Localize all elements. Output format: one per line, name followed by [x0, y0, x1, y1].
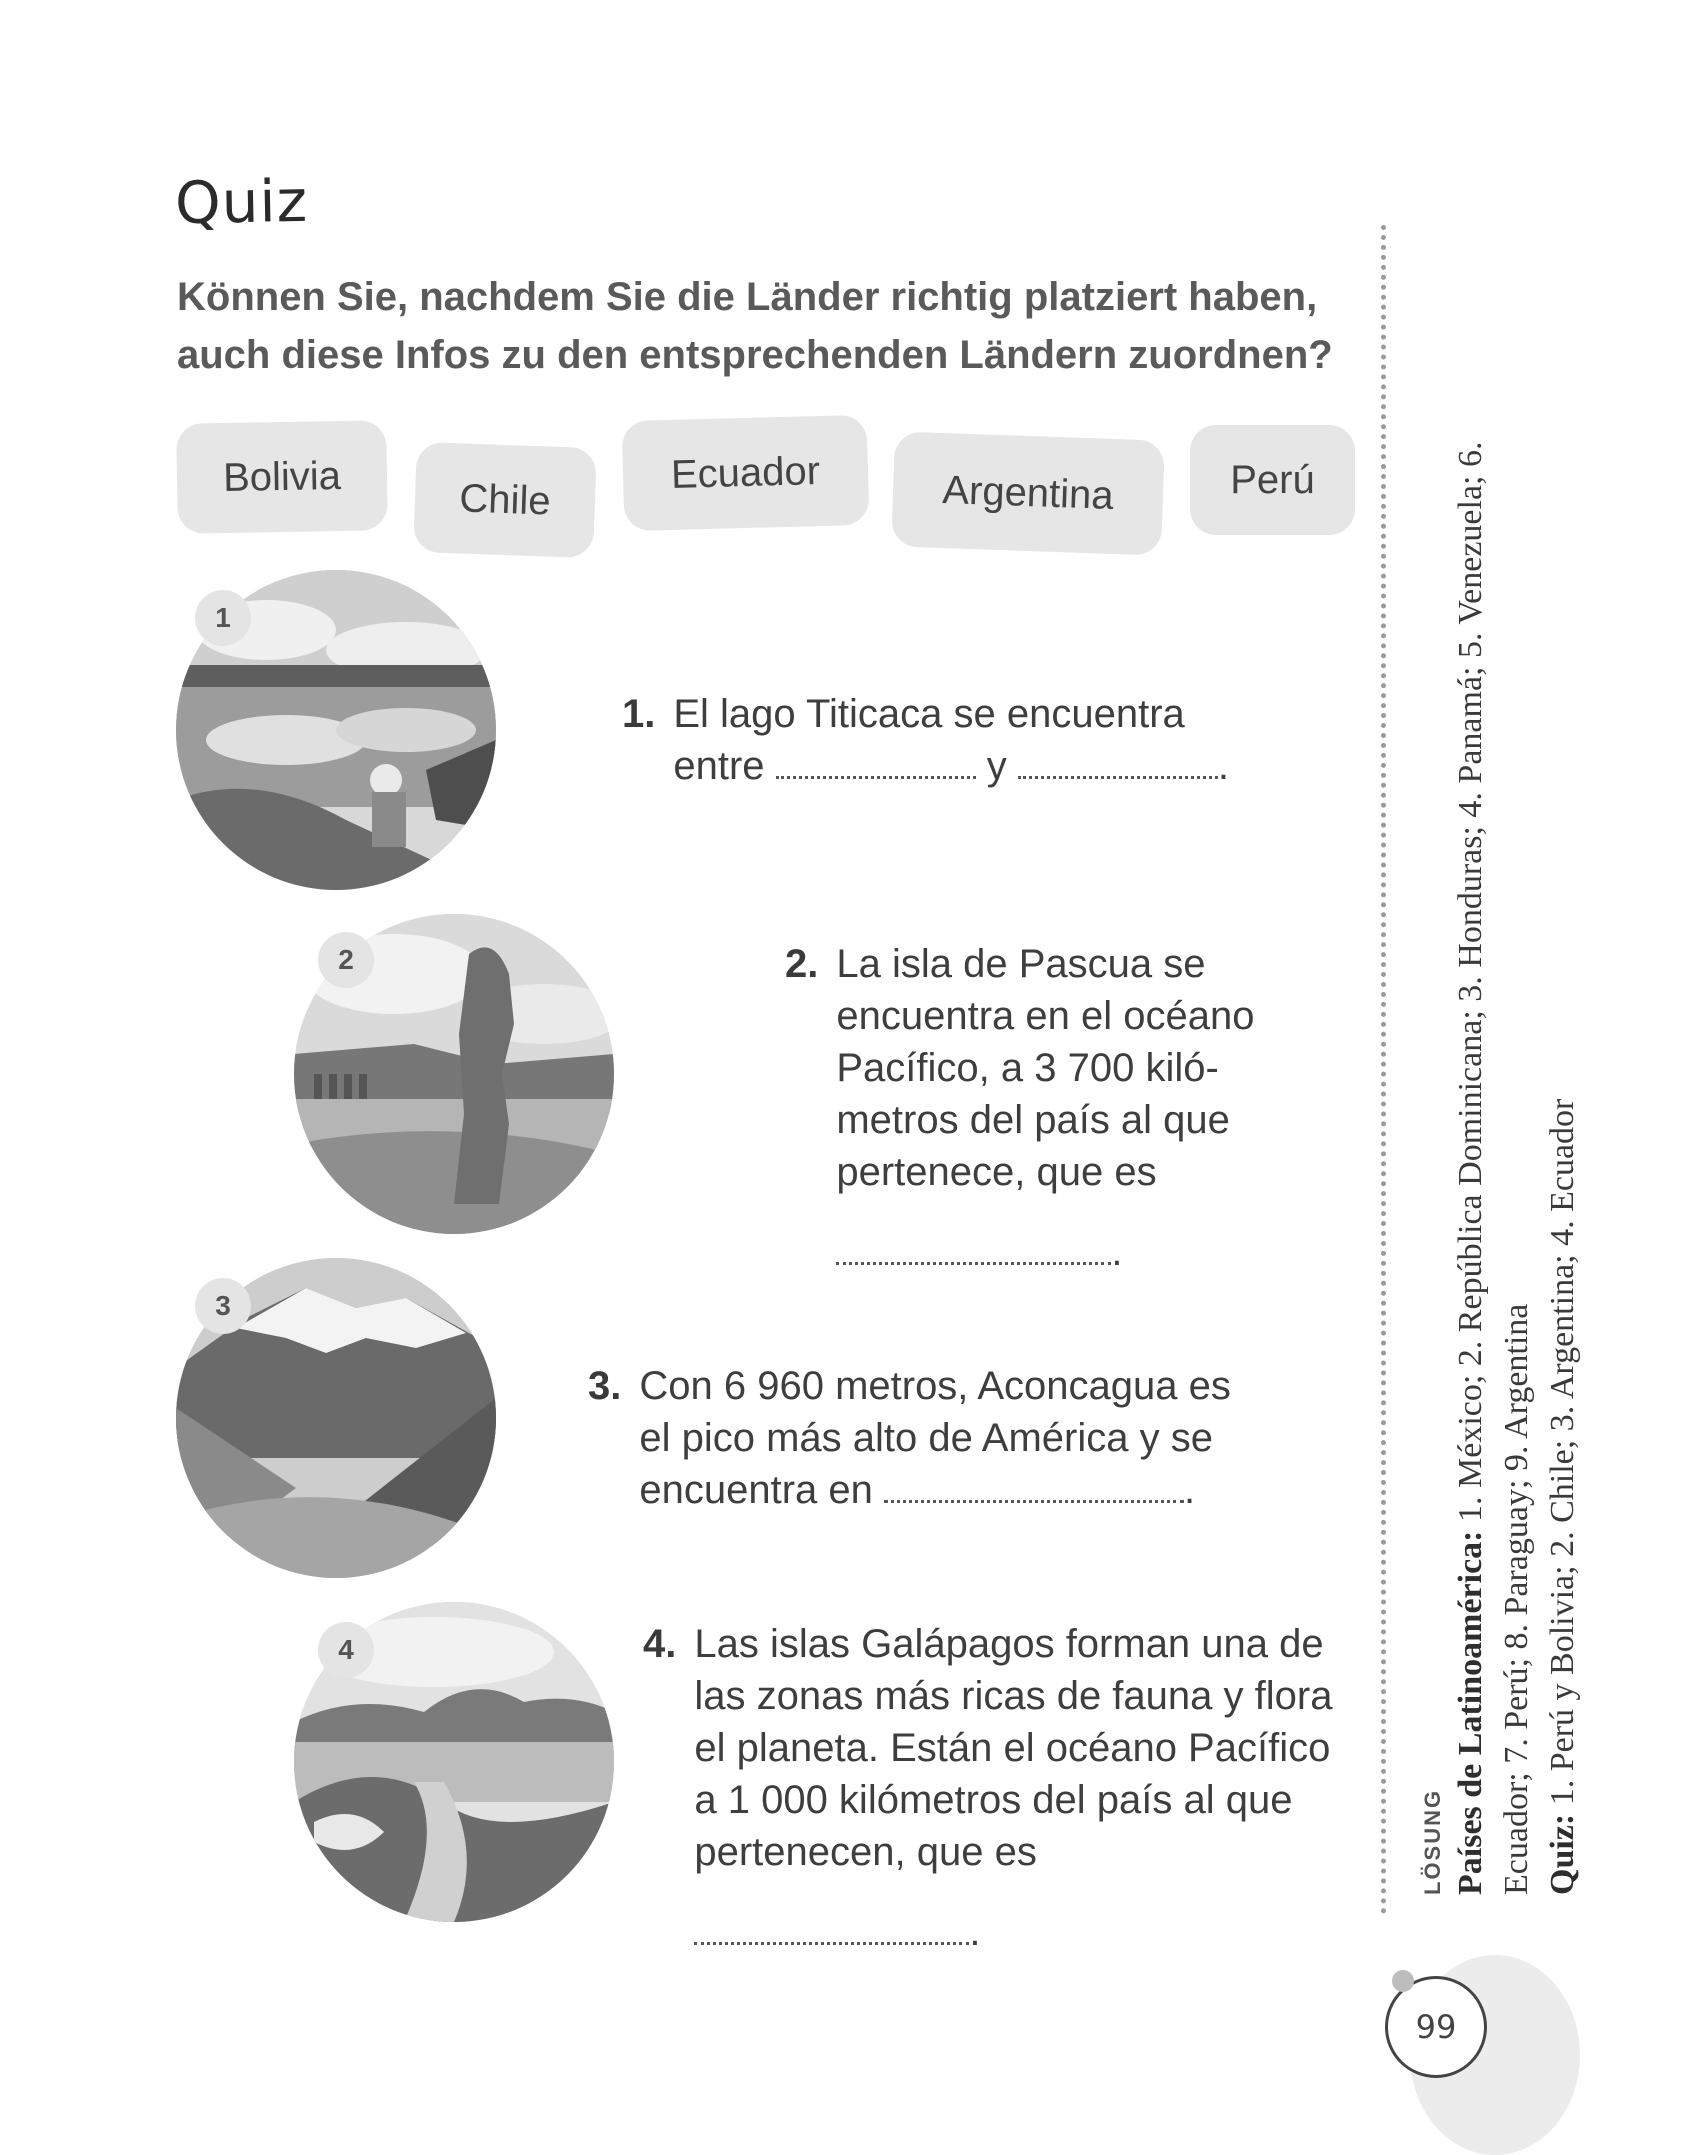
question-text-1 [673, 688, 1262, 792]
country-chip-ecuador[interactable]: Ecuador [622, 415, 870, 531]
country-chip-bolivia[interactable]: Bolivia [176, 420, 388, 534]
photo-number-badge-1: 1 [195, 590, 251, 646]
page-number-dot [1392, 1970, 1414, 1992]
question-3 [588, 1360, 1268, 1516]
question-2-end: . [1111, 1230, 1123, 1274]
answer-blank-1b[interactable] [1018, 752, 1218, 779]
question-number-2: 2. [785, 942, 819, 986]
answer-blank-2[interactable] [836, 1238, 1111, 1265]
question-2-text: La isla de Pascua se encuentra en el océano Pacífico, a 3 700 kiló-metros del país al que pertenece, que es [836, 942, 1255, 1194]
solution-label: LÖSUNG [1420, 1788, 1445, 1895]
instructions [177, 268, 1377, 384]
question-text-4 [694, 1618, 1333, 1958]
question-text-3 [639, 1360, 1268, 1516]
page-number: 99 [1385, 1976, 1487, 2078]
answer-blank-1a[interactable] [776, 752, 976, 779]
question-number-3: 3. [588, 1364, 622, 1408]
photo-number-badge-3: 3 [195, 1278, 251, 1334]
solution-paises [1448, 335, 1540, 1895]
country-chip-peru[interactable]: Perú [1190, 425, 1355, 535]
photo-number-badge-2: 2 [318, 932, 374, 988]
solution-paises-text: 1. México; 2. República Dominicana; 3. Honduras; 4. Panamá; 5. Venezuela; 6. Ecuador; 7. Perú; 8. Paraguay; 9. Argentina [1452, 441, 1535, 1895]
question-1-end: . [1217, 744, 1230, 788]
question-4-text: Las islas Galápagos forman una de las zonas más ricas de fauna y flora el planeta. Están el océano Pacífico a 1 000 kilómetros del país al que pertenecen, que es [694, 1622, 1333, 1874]
question-3-end: . [1184, 1468, 1196, 1512]
solution-quiz-title: Quiz: [1544, 1813, 1581, 1895]
country-chip-chile[interactable]: Chile [413, 442, 597, 558]
answer-blank-3[interactable] [884, 1476, 1184, 1503]
instructions-line-1: Können Sie, nachdem Sie die Länder richtig platziert haben, [177, 275, 1318, 319]
photo-number-badge-4: 4 [318, 1622, 374, 1678]
dotted-divider [1381, 225, 1386, 1915]
question-3-text: Con 6 960 metros, Aconcagua es el pico más alto de América y se encuentra en [639, 1364, 1231, 1512]
question-number-1: 1. [622, 692, 656, 736]
country-chip-argentina[interactable]: Argentina [891, 431, 1165, 555]
question-text-2 [836, 938, 1325, 1278]
page-title: Quiz [174, 166, 309, 238]
solution-quiz-text: 1. Perú y Bolivia; 2. Chile; 3. Argentina; 4. Ecuador [1544, 1098, 1581, 1806]
question-1-text-a: El lago Titicaca se encuentra entre [673, 692, 1185, 788]
question-4 [643, 1618, 1333, 1958]
question-number-4: 4. [643, 1622, 677, 1666]
solution-paises-title: Países de Latinoamérica: [1452, 1530, 1489, 1895]
instructions-line-2: auch diese Infos zu den entsprechenden Ländern zuordnen? [177, 333, 1333, 377]
question-1 [622, 688, 1262, 792]
solution-quiz [1540, 335, 1586, 1895]
question-1-text-b: y [986, 744, 1007, 788]
answer-blank-4[interactable] [694, 1918, 969, 1945]
solution-block [1418, 335, 1586, 1895]
question-4-end: . [969, 1910, 981, 1954]
question-2 [785, 938, 1325, 1278]
